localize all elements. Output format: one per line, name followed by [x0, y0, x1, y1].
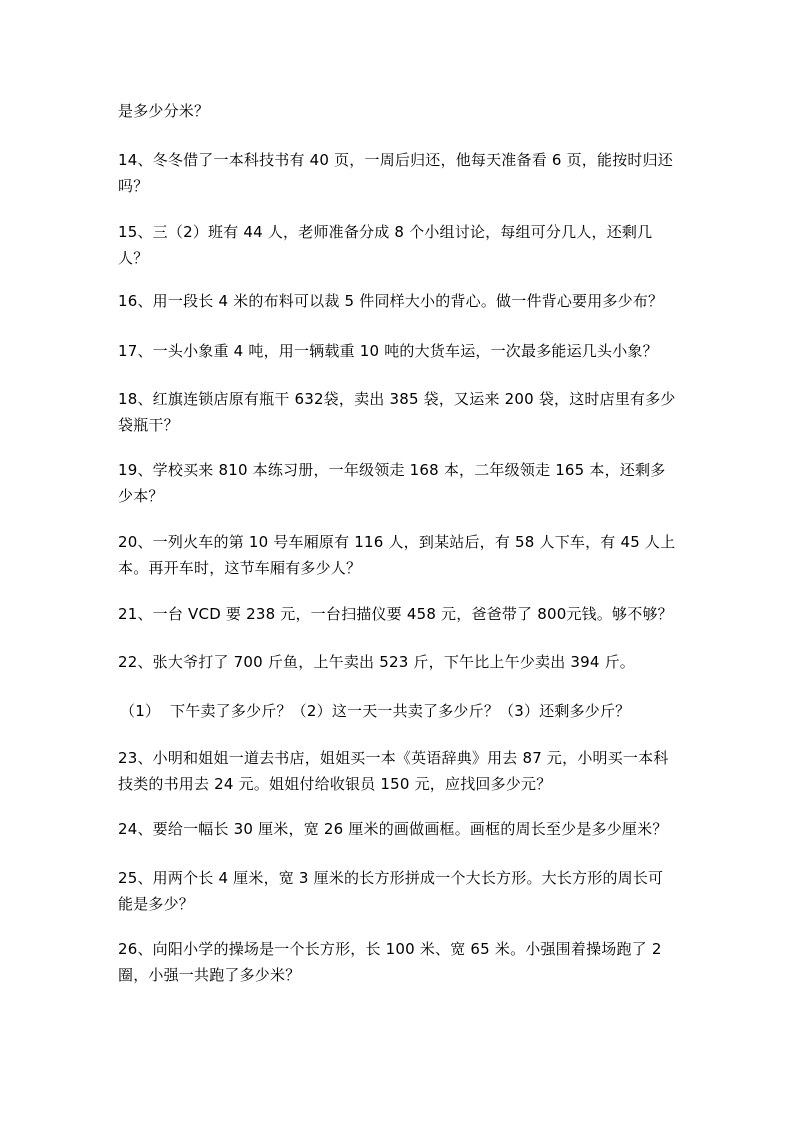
problem-25: 25、用两个长 4 厘米，宽 3 厘米的长方形拼成一个大长方形。大长方形的周长可能是多少？: [118, 869, 664, 913]
problem-17: 17、一头小象重 4 吨，用一辆载重 10 吨的大货车运，一次最多能运几头小象？: [118, 342, 658, 360]
problem-22: 22、张大爷打了 700 斤鱼，上午卖出 523 斤，下午比上午少卖出 394 斤。: [118, 653, 635, 671]
problem-14: 14、冬冬借了一本科技书有 40 页，一周后归还，他每天准备看 6 页，能按时归还吗？: [118, 151, 673, 195]
problem-24: 24、要给一幅长 30 厘米，宽 26 厘米的画做画框。画框的周长至少是多少厘米？: [118, 820, 668, 838]
problem-18: 18、红旗连锁店原有瓶干 632袋，卖出 385 袋，又运来 200 袋，这时店里有多少袋瓶干？: [118, 390, 676, 434]
problem-21: 21、一台 VCD 要 238 元，一台扫描仪要 458 元，爸爸带了 800元钱。够不够？: [118, 605, 673, 623]
problem-15: 15、三（2）班有 44 人，老师准备分成 8 个小组讨论，每组可分几人，还剩几人？: [118, 223, 653, 267]
problem-22-subquestions: （1） 下午卖了多少斤？（2）这一天一共卖了多少斤？（3）还剩多少斤？: [120, 702, 631, 720]
problem-26: 26、向阳小学的操场是一个长方形，长 100 米、宽 65 米。小强围着操场跑了 2 圈，小强一共跑了多少米？: [118, 940, 667, 984]
problem-16: 16、用一段长 4 米的布料可以裁 5 件同样大小的背心。做一件背心要用多少布？: [118, 292, 664, 310]
problem-19: 19、学校买来 810 本练习册，一年级领走 168 本，二年级领走 165 本，还剩多少本？: [118, 461, 666, 505]
problem-23: 23、小明和姐姐一道去书店，姐姐买一本《英语辞典》用去 87 元，小明买一本科技类的书用去 24 元。姐姐付给收银员 150 元，应找回多少元？: [118, 749, 669, 793]
problem-20: 20、一列火车的第 10 号车厢原有 116 人，到某站后，有 58 人下车，有 45 人上本。再开车时，这节车厢有多少人？: [118, 533, 676, 577]
problem-13-continuation: 是多少分米？: [118, 102, 210, 120]
